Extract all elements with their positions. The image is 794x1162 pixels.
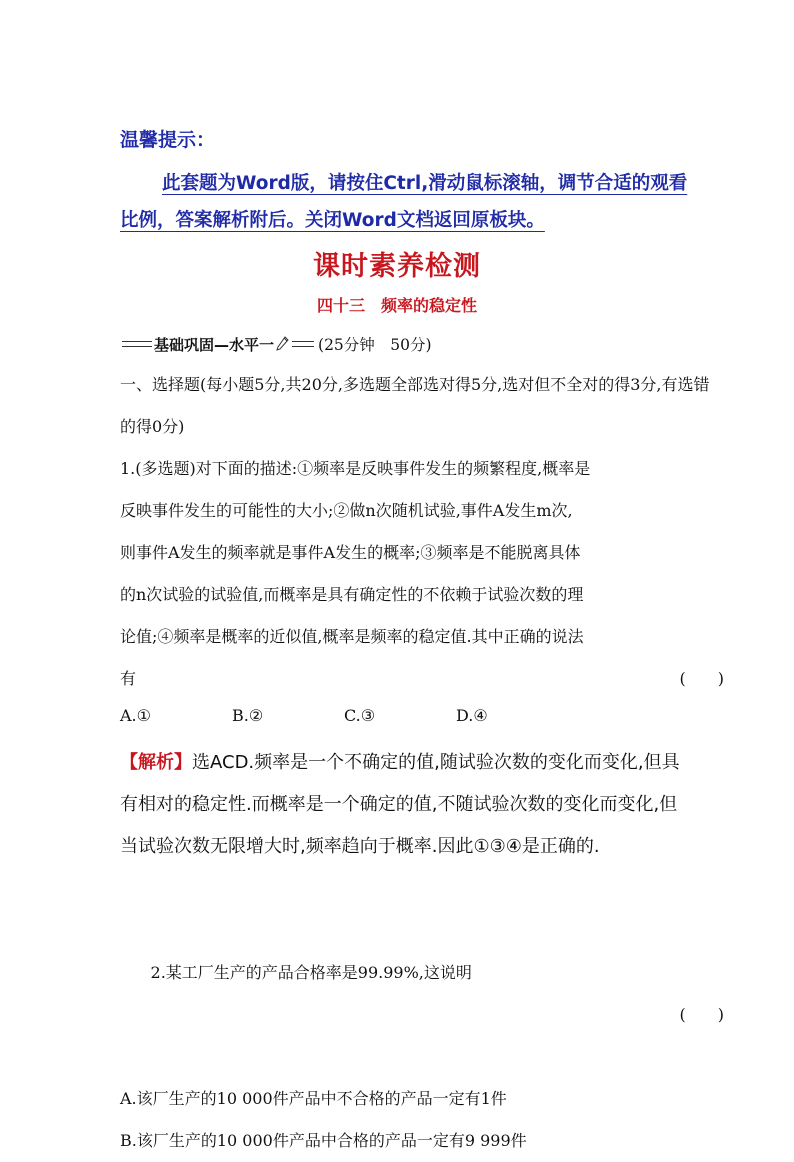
level-time: (25分钟 50分): [318, 336, 432, 354]
tip-body: [120, 165, 690, 239]
q1-analysis: [120, 742, 680, 868]
q1-option-c: C.③: [344, 706, 376, 725]
q1-answer-bracket: ( ): [679, 669, 724, 688]
level-label: 基础巩固—水平一: [154, 335, 275, 354]
analysis-text: 选ACD.频率是一个不确定的值,随试验次数的变化而变化,但具有相对的稳定性.而概率是一个确定的值,不随试验次数的变化而变化,但当试验次数无限增大时,频率趋向于概率.因此①③④是正确的.: [120, 752, 680, 857]
section-one-text: 一、选择题(每小题5分,共20分,多选题全部选对得5分,选对但不全对的得3分,有选错的得0分): [120, 375, 710, 436]
q2-answer-bracket: ( ): [679, 1005, 724, 1024]
q1-option-a: A.①: [120, 706, 151, 725]
q1-last-row: [120, 658, 724, 700]
q2-stem-row: [120, 910, 724, 1078]
q2-option-a: A.该厂生产的10 000件产品中不合格的产品一定有1件: [120, 1089, 507, 1108]
question-1: [120, 448, 724, 700]
q1-line-3: 则事件A发生的频率就是事件A发生的概率;③频率是不能脱离具体: [120, 543, 581, 562]
q1-line-5: 论值;④频率是概率的近似值,概率是频率的稳定值.其中正确的说法: [120, 627, 584, 646]
pencil-icon: [275, 336, 289, 352]
double-rule-left: [122, 341, 152, 347]
q2-stem: 2.某工厂生产的产品合格率是99.99%,这说明: [150, 963, 472, 982]
double-rule-right: [292, 341, 314, 347]
q1-option-b: B.②: [232, 706, 264, 725]
q1-line-4: 的n次试验的试验值,而概率是具有确定性的不依赖于试验次数的理: [120, 585, 584, 604]
level-header: [120, 333, 432, 355]
section-one-title: [120, 364, 724, 448]
page-title: 课时素养检测: [313, 251, 481, 282]
q1-option-d: D.④: [456, 706, 488, 725]
q1-line-1: 1.(多选题)对下面的描述:①频率是反映事件发生的频繁程度,概率是: [120, 459, 591, 478]
q1-last-line: 有: [120, 669, 137, 688]
tip-text: 此套题为Word版，请按住Ctrl,滑动鼠标滚轴，调节合适的观看比例，答案解析附后。关闭Word文档返回原板块。: [120, 173, 688, 231]
analysis-tag: 【解析】: [120, 752, 192, 773]
lesson-subtitle: 四十三 频率的稳定性: [316, 296, 477, 315]
question-2: [120, 910, 724, 1162]
tip-title: 温馨提示：: [120, 129, 216, 151]
q1-options: [120, 706, 568, 725]
q1-line-2: 反映事件发生的可能性的大小;②做n次随机试验,事件A发生m次,: [120, 501, 573, 520]
q2-option-b: B.该厂生产的10 000件产品中合格的产品一定有9 999件: [120, 1131, 527, 1150]
